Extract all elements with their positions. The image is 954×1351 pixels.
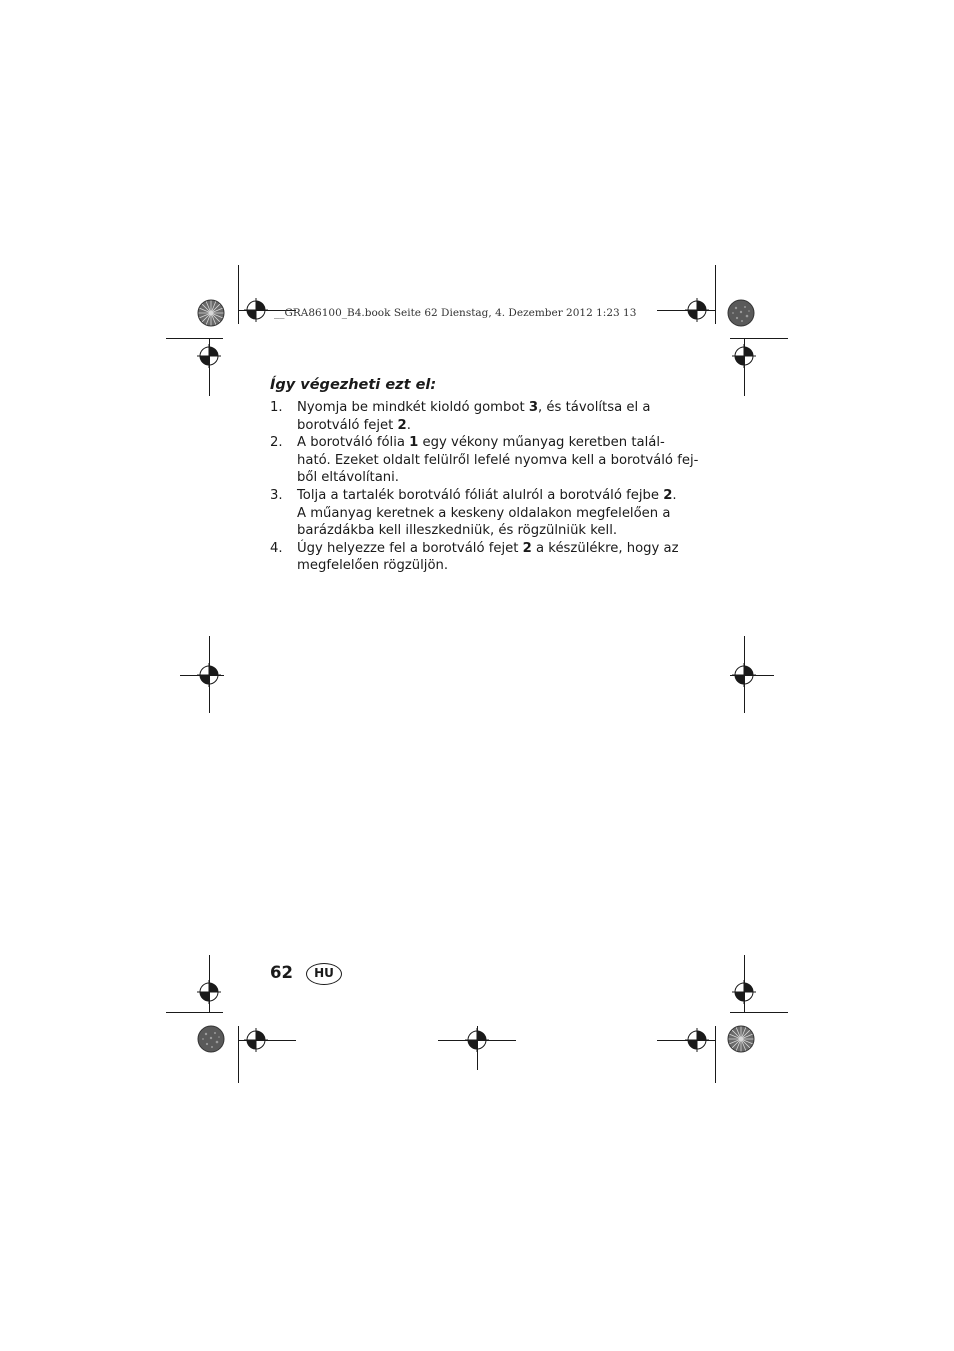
registration-mark-icon	[244, 1028, 268, 1052]
step-text-line: megfelelően rögzüljön.	[297, 558, 449, 574]
part-number: 2	[522, 540, 532, 556]
crop-line	[715, 265, 716, 324]
color-calibration-starburst-icon	[197, 299, 225, 327]
language-badge: HU	[306, 963, 342, 985]
step-number: 2.	[270, 435, 283, 451]
step-number: 1.	[270, 400, 283, 415]
registration-mark-icon	[197, 663, 221, 687]
step-text-line: barázdákba kell illeszkedniük, és rögzülniük kell.	[297, 523, 618, 539]
step-text-line: Nyomja be mindkét kioldó gombot 3, és távolítsa el a	[297, 400, 651, 415]
step-text-line: ható. Ezeket oldalt felülről lefelé nyomva kell a borotváló fej-	[297, 452, 699, 468]
instruction-step	[270, 540, 690, 575]
part-number: 2	[397, 417, 407, 433]
page-number: 62	[270, 963, 293, 982]
part-number: 3	[528, 400, 539, 415]
step-text-line: A borotváló fólia 1 egy vékony műanyag keretben talál-	[297, 435, 665, 451]
registration-mark-icon	[465, 1028, 489, 1052]
step-text-line: Tolja a tartalék borotváló fóliát alulról a borotváló fejbe 2.	[297, 487, 677, 503]
registration-mark-icon	[197, 980, 221, 1004]
registration-mark-icon	[732, 344, 756, 368]
step-text-line: borotváló fejet 2.	[297, 417, 411, 433]
crop-line	[715, 1026, 716, 1083]
crop-line	[730, 1012, 788, 1013]
color-calibration-starburst-icon	[727, 1025, 755, 1053]
step-text-line: ből eltávolítani.	[297, 470, 399, 486]
crop-line	[166, 1012, 223, 1013]
registration-mark-icon	[685, 1028, 709, 1052]
part-number: 1	[409, 435, 419, 451]
step-number: 4.	[270, 540, 283, 556]
instruction-list	[270, 399, 699, 575]
step-text-line: A műanyag keretnek a keskeny oldalakon megfelelően a	[297, 505, 671, 521]
instruction-step	[270, 399, 690, 434]
file-header: __GRA86100_B4.book Seite 62 Dienstag, 4. Dezember 2012 1:23 13	[274, 307, 637, 319]
instruction-step	[270, 487, 690, 540]
color-calibration-starburst-icon	[727, 299, 755, 327]
step-number: 3.	[270, 487, 283, 503]
crop-line	[730, 338, 788, 339]
registration-mark-icon	[197, 344, 221, 368]
step-text-line: Úgy helyezze fel a borotváló fejet 2 a készülékre, hogy az	[297, 540, 679, 556]
crop-line	[238, 265, 239, 324]
registration-mark-icon	[732, 980, 756, 1004]
registration-mark-icon	[244, 298, 268, 322]
registration-mark-icon	[732, 663, 756, 687]
crop-line	[238, 1026, 239, 1083]
crop-line	[166, 338, 223, 339]
color-calibration-starburst-icon	[197, 1025, 225, 1053]
section-heading: Így végezheti ezt el:	[270, 377, 437, 393]
instruction-step	[270, 434, 699, 487]
part-number: 2	[663, 487, 673, 503]
